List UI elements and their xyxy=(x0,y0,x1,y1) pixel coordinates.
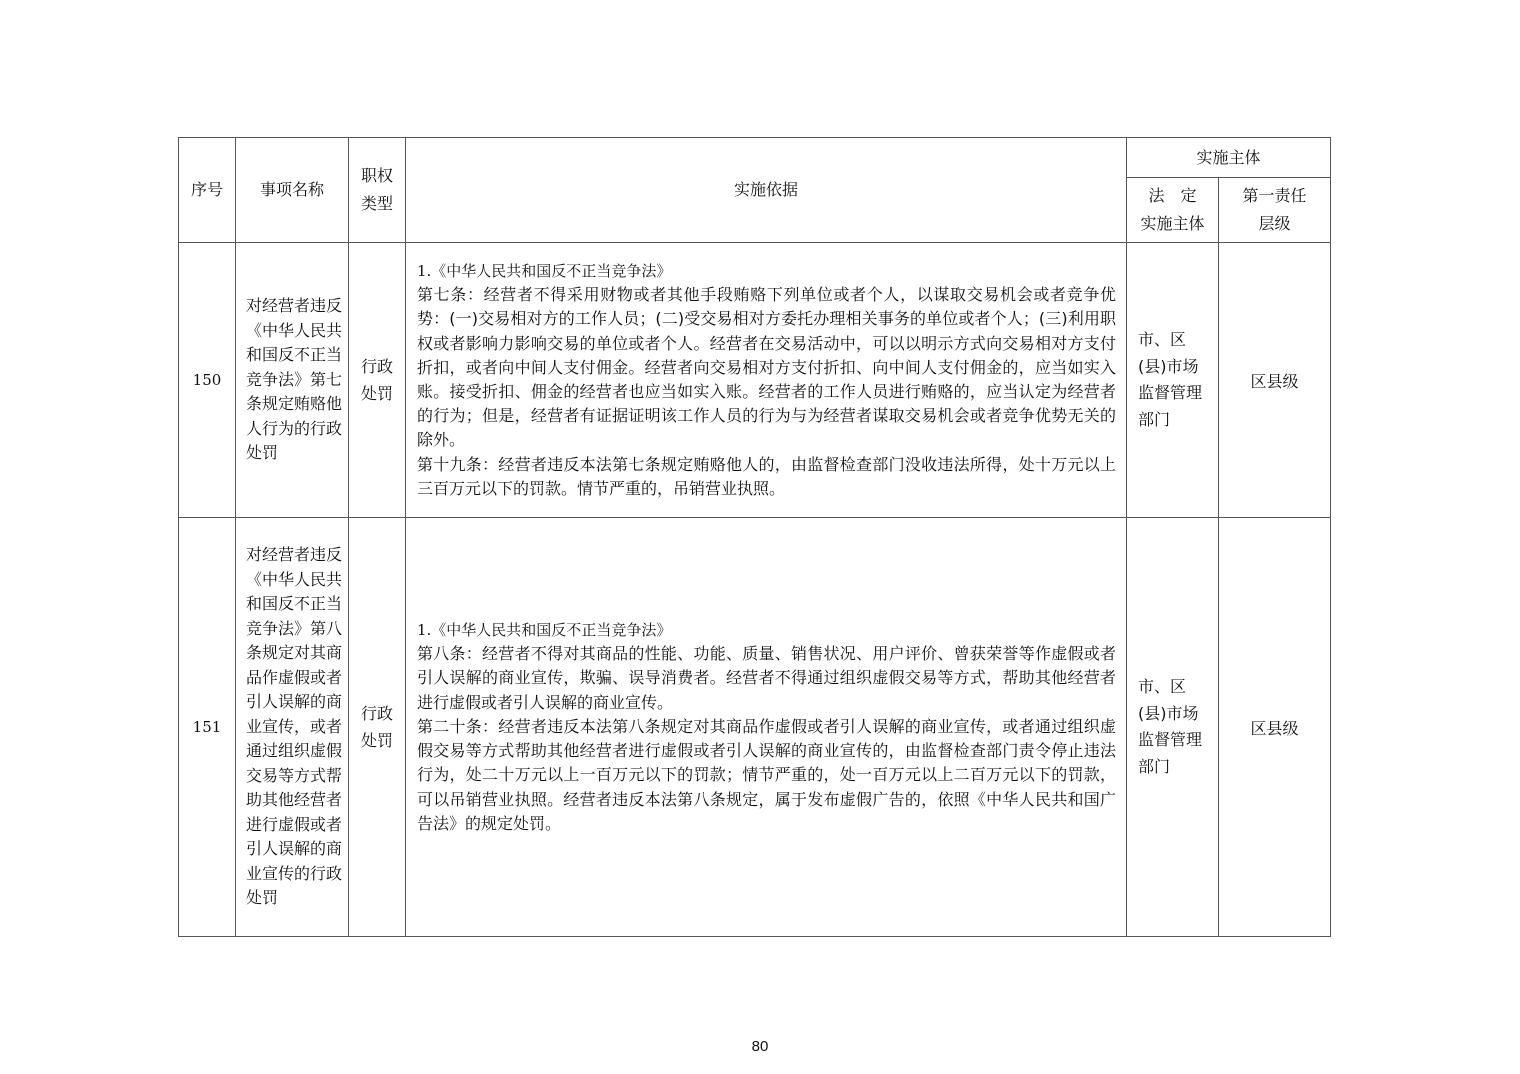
row-basis xyxy=(406,243,1127,518)
basis-article: 第八条：经营者不得对其商品的性能、功能、质量、销售状况、用户评价、曾获荣誉等作虚假或者引人误解的商业宣传，欺骗、误导消费者。经营者不得通过组织虚假交易等方式，帮助其他经营者进行虚假或者引人误解的商业宣传。 xyxy=(417,644,1116,712)
row-authority-type xyxy=(349,243,406,518)
header-item-name: 事项名称 xyxy=(236,138,349,243)
table-row xyxy=(179,518,1331,937)
header-authority-type-line1: 职权 xyxy=(360,166,393,185)
row-legal-entity: 市、区(县)市场监督管理部门 xyxy=(1127,518,1219,937)
row-authority-type xyxy=(349,518,406,937)
header-entity-group: 实施主体 xyxy=(1127,138,1331,178)
row-item-name: 对经营者违反《中华人民共和国反不正当竞争法》第八条规定对其商品作虚假或者引人误解的商业宣传，或者通过组织虚假交易等方式帮助其他经营者进行虚假或者引人误解的商业宣传的行政处罚 xyxy=(236,518,349,937)
header-responsibility-level-line2: 层级 xyxy=(1258,214,1291,233)
row-responsibility-level: 区县级 xyxy=(1219,518,1331,937)
row-item-name: 对经营者违反《中华人民共和国反不正当竞争法》第七条规定贿赂他人行为的行政处罚 xyxy=(236,243,349,518)
enforcement-items-table xyxy=(178,137,1331,937)
row-seq: 150 xyxy=(179,243,236,518)
header-legal-entity-line2: 实施主体 xyxy=(1140,214,1205,233)
basis-law-title: 1.《中华人民共和国反不正当竞争法》 xyxy=(417,621,672,640)
header-legal-entity-line1: 法 定 xyxy=(1148,186,1197,205)
header-basis: 实施依据 xyxy=(406,138,1127,243)
header-responsibility-level xyxy=(1219,178,1331,243)
row-basis xyxy=(406,518,1127,937)
header-seq: 序号 xyxy=(179,138,236,243)
header-authority-type-line2: 类型 xyxy=(360,194,393,213)
row-legal-entity: 市、区(县)市场监督管理部门 xyxy=(1127,243,1219,518)
basis-penalty-article: 第十九条：经营者违反本法第七条规定贿赂他人的，由监督检查部门没收违法所得，处十万元以上三百万元以下的罚款。情节严重的，吊销营业执照。 xyxy=(417,454,1116,498)
row-responsibility-level: 区县级 xyxy=(1219,243,1331,518)
row-authority-type-line2: 处罚 xyxy=(360,731,393,750)
header-authority-type xyxy=(349,138,406,243)
basis-article: 第七条：经营者不得采用财物或者其他手段贿赂下列单位或者个人，以谋取交易机会或者竞争优势：(一)交易相对方的工作人员；(二)受交易相对方委托办理相关事务的单位或者个人；(三)利用职权或者影响力影响交易的单位或者个人。经营者在交易活动中，可以以明示方式向交易相对方支付折扣，或者向中间人支付佣金。经营者向交易相对方支付折扣、向中间人支付佣金的，应当如实入账。接受折扣、佣金的经营者也应当如实入账。经营者的工作人员进行贿赂的，应当认定为经营者的行为；但是，经营者有证据证明该工作人员的行为与为经营者谋取交易机会或者竞争优势无关的除外。 xyxy=(417,285,1116,450)
row-authority-type-line1: 行政 xyxy=(360,357,393,376)
table-row xyxy=(179,243,1331,518)
row-authority-type-line1: 行政 xyxy=(360,704,393,723)
header-legal-entity xyxy=(1127,178,1219,243)
row-authority-type-line2: 处罚 xyxy=(360,384,393,403)
basis-law-title: 1.《中华人民共和国反不正当竞争法》 xyxy=(417,261,672,280)
row-seq: 151 xyxy=(179,518,236,937)
header-responsibility-level-line1: 第一责任 xyxy=(1242,186,1307,205)
basis-penalty-article: 第二十条：经营者违反本法第八条规定对其商品作虚假或者引人误解的商业宣传，或者通过组织虚假交易等方式帮助其他经营者进行虚假或者引人误解的商业宣传的，由监督检查部门责令停止违法行为，处二十万元以上一百万元以下的罚款；情节严重的，处一百万元以上二百万元以下的罚款，可以吊销营业执照。经营者违反本法第八条规定，属于发布虚假广告的，依照《中华人民共和国广告法》的规定处罚。 xyxy=(417,716,1116,833)
page-number: 80 xyxy=(751,1038,769,1055)
